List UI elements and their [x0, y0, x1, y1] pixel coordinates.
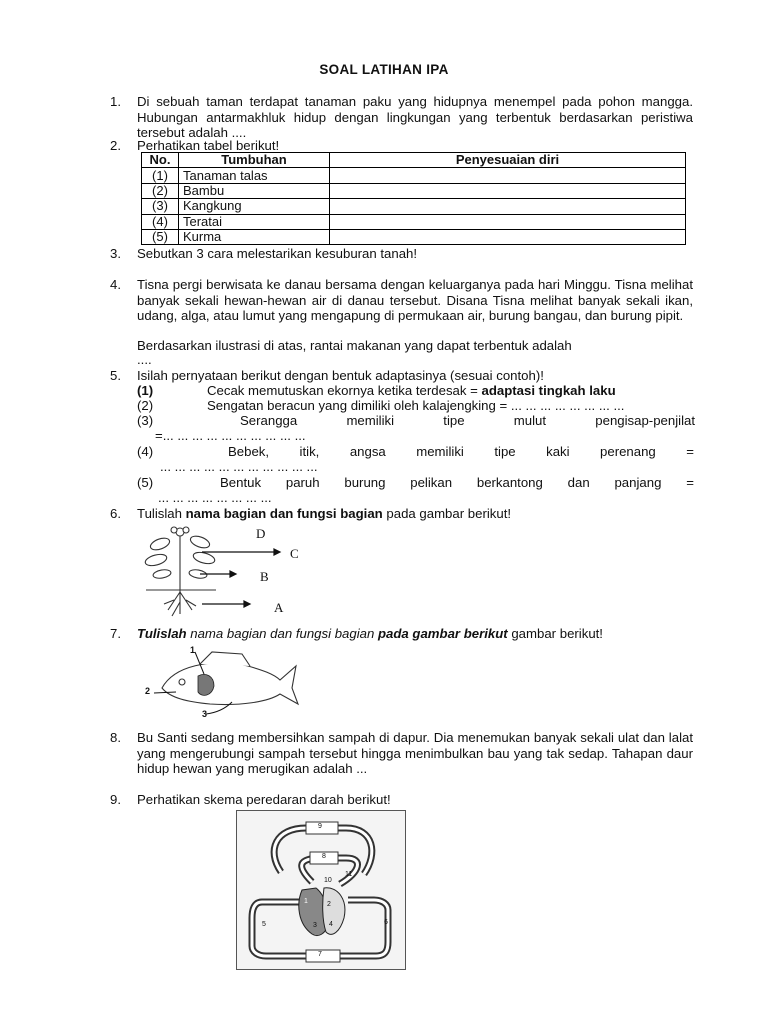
table-row [142, 168, 686, 183]
plant-label-c: C [290, 546, 299, 561]
q7-number: 7. [110, 626, 121, 641]
q4-number: 4. [110, 277, 121, 292]
heart-label-8: 8 [322, 853, 326, 860]
table-cell: (5) [142, 229, 179, 244]
heart-label-3: 3 [313, 922, 317, 929]
table-cell: (3) [142, 199, 179, 214]
q6-text-bold: nama bagian dan fungsi bagian [185, 506, 383, 521]
q7-text-i1: nama bagian dan fungsi bagian [186, 626, 378, 641]
q5-item-1-number: (1) [137, 383, 154, 398]
table-cell: (4) [142, 214, 179, 229]
heart-label-4: 4 [329, 921, 333, 928]
q6-text [137, 506, 693, 522]
plant-label-b: B [260, 569, 269, 584]
word: Bebek, [228, 444, 270, 459]
word: kaki [546, 444, 570, 459]
q7-text [137, 626, 693, 642]
table-cell: Tanaman talas [179, 168, 330, 183]
word: pengisap-penjilat [595, 413, 695, 428]
table-cell [330, 168, 686, 183]
table-header: Penyesuaian diri [330, 153, 686, 168]
q5-item-4-blank: ... ... ... ... ... ... ... ... ... ... ... [160, 459, 318, 474]
fish-label-3: 3 [202, 709, 208, 719]
table-row [142, 214, 686, 229]
q5-item-2-text: Sengatan beracun yang dimiliki oleh kalajengking = ... ... ... ... ... ... ... ... [207, 398, 625, 413]
heart-label-1: 1 [304, 898, 308, 905]
q5-item-3-text [240, 413, 695, 428]
q5-item-3-number: (3) [137, 413, 154, 428]
q9-text: Perhatikan skema peredaran darah berikut! [137, 792, 391, 807]
q6-number: 6. [110, 506, 121, 521]
table-cell [330, 214, 686, 229]
q4-text: Tisna pergi berwisata ke danau bersama dengan keluarganya pada hari Minggu. Tisna melihat banyak sekali hewan-hewan air di danau tersebut. Disana Tisna melihat banyak sekali ikan, udang, alga, atau lumut yang mengapung di permukaan air, burung bangau, dan burung pipit. [137, 277, 693, 323]
page-title: SOAL LATIHAN IPA [319, 62, 449, 77]
word: memiliki [346, 413, 395, 428]
q1-number: 1. [110, 94, 121, 109]
heart-label-6: 6 [384, 919, 388, 926]
heart-label-7: 7 [318, 951, 322, 958]
plant-diagram [138, 522, 318, 620]
q7-text-post: gambar berikut! [507, 626, 603, 641]
circulation-diagram [236, 810, 406, 970]
q5-text: Isilah pernyataan berikut dengan bentuk adaptasinya (sesuai contoh)! [137, 368, 544, 383]
word: itik, [299, 444, 320, 459]
q5-item-4-number: (4) [137, 444, 154, 459]
adaptation-table [141, 152, 686, 245]
heart-label-2: 2 [327, 901, 331, 908]
table-header: No. [142, 153, 179, 168]
q3-number: 3. [110, 246, 121, 261]
word: Bentuk [220, 475, 262, 490]
table-row [142, 183, 686, 198]
word: memiliki [416, 444, 464, 459]
table-row [142, 199, 686, 214]
word: tipe [443, 413, 465, 428]
fish-label-2: 2 [145, 686, 151, 696]
fish-diagram [140, 644, 300, 720]
q8-number: 8. [110, 730, 121, 745]
word: perenang [600, 444, 656, 459]
q1-text: Di sebuah taman terdapat tanaman paku yang hidupnya menempel pada pohon mangga. Hubungan antarmakhluk hidup dengan lingkungan yang terbentuk berdasarkan peristiwa tersebut adalah .... [137, 94, 693, 140]
q2-text: Perhatikan tabel berikut! [137, 138, 280, 153]
q9-number: 9. [110, 792, 121, 807]
table-cell: Teratai [179, 214, 330, 229]
word: berkantong [476, 475, 543, 490]
q5-item-2-number: (2) [137, 398, 154, 413]
q5-item-5-blank: ... ... ... ... ... ... ... ... [158, 490, 272, 505]
word: panjang [614, 475, 662, 490]
table-header-row [142, 153, 686, 168]
table-cell [330, 183, 686, 198]
q5-number: 5. [110, 368, 121, 383]
q5-item-1-answer: adaptasi tingkah laku [481, 383, 616, 398]
table-cell: (1) [142, 168, 179, 183]
q5-item-1 [207, 383, 616, 398]
table-row [142, 229, 686, 244]
table-cell: Bambu [179, 183, 330, 198]
q8-text: Bu Santi sedang membersihkan sampah di dapur. Dia menemukan banyak sekali ulat dan lalat yang mengerubungi sampah tersebut hingga menimbulkan bau yang tak sedap. Tahapan daur hidup hewan yang merugikan adalah ... [137, 730, 693, 776]
q4-dots: .... [137, 352, 152, 367]
q7-text-b2: pada gambar berikut [377, 626, 508, 641]
plant-label-d: D [256, 526, 266, 541]
table-cell [330, 199, 686, 214]
q5-item-5-number: (5) [137, 475, 154, 490]
fish-label-1: 1 [190, 645, 196, 655]
table-cell [330, 229, 686, 244]
table-cell: (2) [142, 183, 179, 198]
table-cell: Kangkung [179, 199, 330, 214]
heart-label-5: 5 [262, 921, 266, 928]
q5-item-3-blank: =... ... ... ... ... ... ... ... ... ... [155, 428, 306, 443]
q5-item-1-text: Cecak memutuskan ekornya ketika terdesak = [207, 383, 478, 398]
q4-question: Berdasarkan ilustrasi di atas, rantai makanan yang dapat terbentuk adalah [137, 338, 572, 353]
heart-label-10: 10 [324, 877, 332, 884]
table-header: Tumbuhan [179, 153, 330, 168]
word: angsa [349, 444, 386, 459]
word: burung [344, 475, 386, 490]
table-cell: Kurma [179, 229, 330, 244]
q7-text-b1: Tulislah [137, 626, 187, 641]
word: pelikan [410, 475, 453, 490]
word: Serangga [240, 413, 298, 428]
q3-text: Sebutkan 3 cara melestarikan kesuburan tanah! [137, 246, 418, 261]
word: = [686, 475, 694, 490]
word: mulut [513, 413, 547, 428]
heart-label-9: 9 [318, 823, 322, 830]
q6-text-pre: Tulislah [137, 506, 186, 521]
word: dan [567, 475, 590, 490]
q6-text-post: pada gambar berikut! [382, 506, 512, 521]
word: paruh [285, 475, 320, 490]
word: tipe [494, 444, 516, 459]
heart-label-11: 11 [345, 871, 353, 878]
plant-label-a: A [274, 600, 284, 615]
word: = [686, 444, 694, 459]
q5-item-5-text [220, 475, 694, 490]
q5-item-4-text [228, 444, 694, 459]
q2-number: 2. [110, 138, 121, 153]
